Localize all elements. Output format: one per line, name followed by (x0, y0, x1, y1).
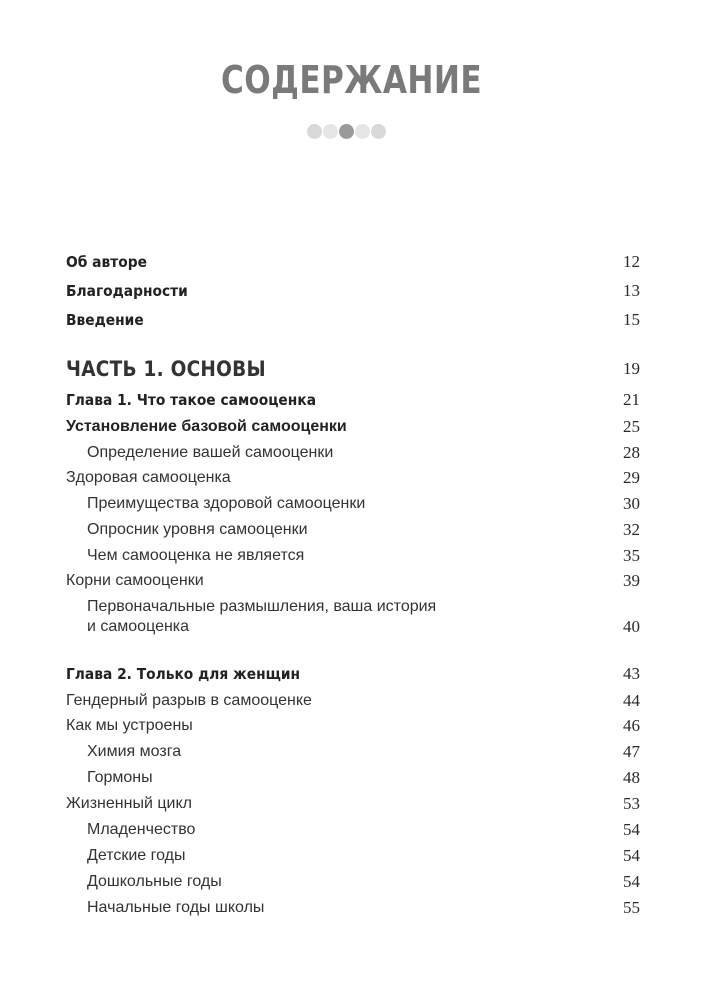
toc-chapter-2[interactable] (66, 664, 640, 684)
toc-subsection-label: Опросник уровня самооценки (87, 521, 308, 538)
toc-entry-page: 54 (623, 820, 640, 839)
toc-entry-page: 48 (623, 768, 640, 787)
toc-entry-page: 21 (623, 390, 640, 409)
dot-4 (355, 124, 370, 139)
toc-entry-page: 55 (623, 898, 640, 917)
toc-entry-page: 35 (623, 546, 640, 565)
toc-entry-page: 13 (623, 281, 640, 300)
toc-entry-page: 46 (623, 716, 640, 735)
toc-subsection-label: Химия мозга (87, 743, 182, 760)
toc-section-label: Гендерный разрыв в самооценке (66, 692, 312, 709)
toc-entry-about-author[interactable] (66, 252, 640, 272)
toc-entry-page: 32 (623, 520, 640, 539)
toc-subsection[interactable] (66, 820, 640, 840)
toc-entry-page: 30 (623, 494, 640, 513)
toc-entry-page: 44 (623, 691, 640, 710)
toc-subsection[interactable] (66, 872, 640, 892)
toc-section[interactable] (66, 794, 640, 814)
toc-section-label: Жизненный цикл (66, 795, 192, 812)
toc-subsection-label: Преимущества здоровой самооценки (87, 495, 366, 512)
toc-section[interactable] (66, 571, 640, 591)
toc-subsection[interactable] (66, 846, 640, 866)
toc-entry-acknowledgements[interactable] (66, 281, 640, 301)
toc-entry-page: 15 (623, 310, 640, 329)
toc-entry-page: 39 (623, 571, 640, 590)
toc-entry-page: 40 (623, 617, 640, 636)
toc-subsection[interactable] (66, 768, 640, 788)
toc-entry-page: 28 (623, 443, 640, 462)
toc-chapter-1[interactable] (66, 390, 640, 410)
toc-entry-page: 19 (623, 359, 640, 378)
dot-5 (371, 124, 386, 139)
toc-section[interactable] (66, 417, 640, 437)
page-title: СОДЕРЖАНИЕ (220, 58, 483, 102)
dot-1 (307, 124, 322, 139)
toc-part-1[interactable] (66, 359, 640, 379)
toc-subsection[interactable] (66, 546, 640, 566)
decorative-dots (307, 124, 386, 138)
toc-entry-page: 25 (623, 417, 640, 436)
dot-2 (323, 124, 338, 139)
toc-section-label: Как мы устроены (66, 717, 193, 734)
toc-subsection[interactable] (66, 597, 640, 637)
toc-subsection-label: Начальные годы школы (87, 899, 265, 916)
toc-entry-page: 54 (623, 846, 640, 865)
toc-subsection-label: Чем самооценка не является (87, 547, 305, 564)
dot-3 (339, 124, 354, 139)
toc-subsection-label: Детские годы (87, 847, 186, 864)
toc-section-label: Здоровая самооценка (66, 469, 231, 486)
toc-section-label: Установление базовой самооценки (66, 418, 347, 435)
toc-subsection[interactable] (66, 443, 640, 463)
toc-entry-page: 47 (623, 742, 640, 761)
toc-entry-label: Благодарности (66, 282, 188, 300)
toc-subsection-label: Гормоны (87, 769, 153, 786)
toc-subsection[interactable] (66, 742, 640, 762)
toc-entry-label: Введение (66, 311, 144, 329)
toc-subsection-label: Младенчество (87, 821, 196, 838)
toc-entry-page: 12 (623, 252, 640, 271)
toc-subsection-label: Первоначальные размышления, ваша история и самооценка (87, 598, 437, 635)
toc-subsection-label: Дошкольные годы (87, 873, 222, 890)
toc-subsection-label: Определение вашей самооценки (87, 444, 334, 461)
toc-section[interactable] (66, 716, 640, 736)
toc-chapter-label: Глава 1. Что такое самооценка (66, 391, 317, 409)
toc-entry-page: 54 (623, 872, 640, 891)
toc-entry-page: 53 (623, 794, 640, 813)
toc-part-label: ЧАСТЬ 1. ОСНОВЫ (66, 357, 266, 381)
toc-entry-page: 43 (623, 664, 640, 683)
toc-chapter-label: Глава 2. Только для женщин (66, 665, 301, 683)
toc-subsection[interactable] (66, 494, 640, 514)
toc-entry-introduction[interactable] (66, 310, 640, 330)
toc-section[interactable] (66, 468, 640, 488)
toc-subsection[interactable] (66, 898, 640, 918)
toc-section[interactable] (66, 691, 640, 711)
toc-subsection[interactable] (66, 520, 640, 540)
toc-entry-label: Об авторе (66, 253, 147, 271)
toc-section-label: Корни самооценки (66, 572, 204, 589)
toc-entry-page: 29 (623, 468, 640, 487)
